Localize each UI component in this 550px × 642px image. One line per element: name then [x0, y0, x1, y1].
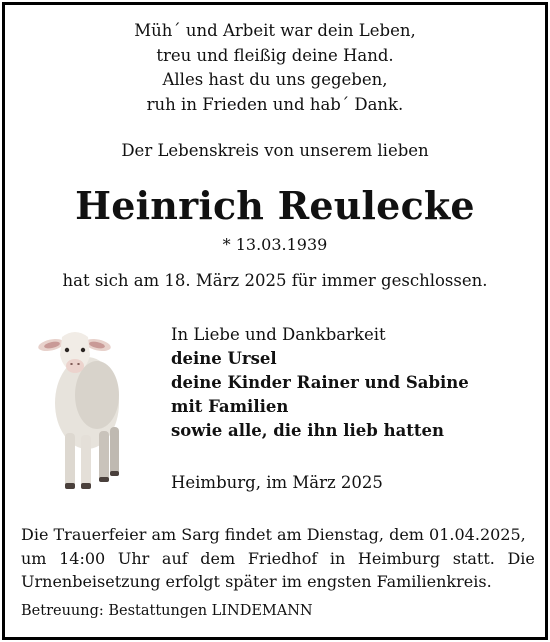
funeral-word: Heimburg — [357, 548, 441, 568]
funeral-word: Uhr — [117, 548, 150, 568]
funeral-word: Die — [507, 548, 535, 568]
place-date: Heimburg, im März 2025 — [171, 473, 383, 492]
funeral-home: Betreuung: Bestattungen LINDEMANN — [21, 603, 313, 619]
poem — [5, 19, 545, 117]
funeral-word: dem — [200, 548, 236, 568]
mourner-line: deine Ursel — [171, 349, 277, 368]
mourners-block — [171, 323, 469, 443]
poem-line: ruh in Frieden und hab´ Dank. — [146, 94, 404, 114]
funeral-info — [21, 523, 535, 594]
funeral-line: Urnenbeisetzung erfolgt später im engsten Familienkreis. — [21, 572, 492, 591]
lamb-image — [35, 323, 135, 495]
poem-line: Müh´ und Arbeit war dein Leben, — [134, 21, 416, 40]
funeral-word: statt. — [452, 548, 495, 568]
poem-line: treu und fleißig deine Hand. — [156, 45, 394, 65]
mourner-line: mit Familien — [171, 397, 289, 416]
funeral-word: in — [329, 548, 346, 568]
poem-line: Alles hast du uns gegeben, — [162, 70, 388, 89]
obituary-notice — [2, 2, 548, 640]
funeral-line: Die Trauerfeier am Sarg findet am Dienstag, dem 01.04.2025, — [21, 525, 526, 544]
funeral-word: um — [21, 548, 47, 568]
mourner-line: deine Kinder Rainer und Sabine — [171, 373, 469, 392]
funeral-line — [21, 547, 535, 571]
funeral-word: auf — [161, 548, 188, 568]
mourner-line: sowie alle, die ihn lieb hatten — [171, 421, 445, 440]
death-announcement: hat sich am 18. März 2025 für immer geschlossen. — [62, 271, 488, 290]
intro-text: Der Lebenskreis von unserem lieben — [121, 141, 429, 160]
birth-date: * 13.03.1939 — [222, 235, 328, 254]
mourners-intro: In Liebe und Dankbarkeit — [171, 325, 386, 344]
deceased-name: Heinrich Reulecke — [75, 183, 475, 228]
funeral-word: Friedhof — [247, 548, 318, 568]
funeral-word: 14:00 — [59, 548, 106, 568]
